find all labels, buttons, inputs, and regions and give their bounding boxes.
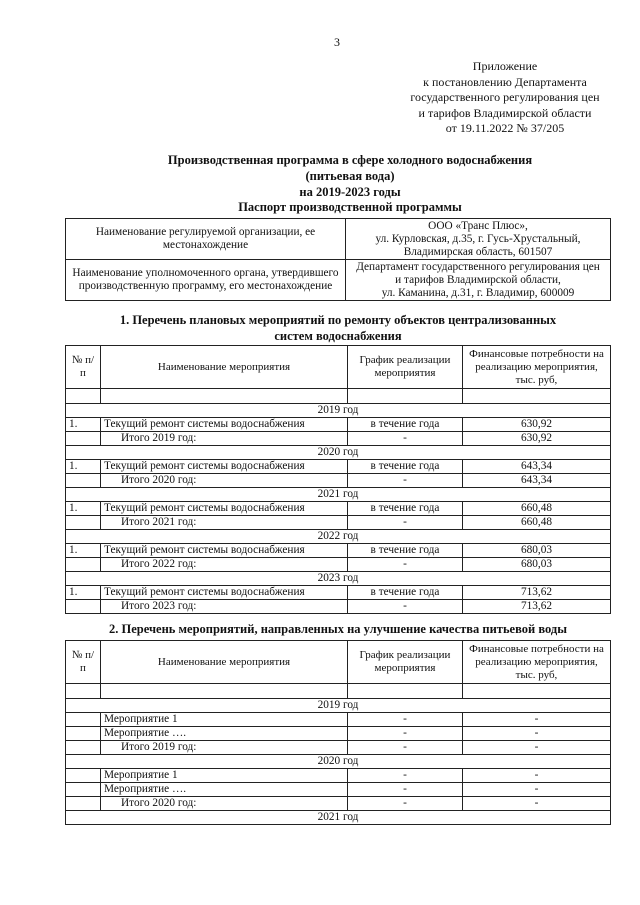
year-row — [66, 811, 611, 825]
total-row — [66, 474, 611, 488]
item-amount: 643,34 — [463, 460, 611, 474]
table-row — [66, 713, 611, 727]
water-quality-table — [65, 640, 611, 825]
item-num: 1. — [66, 460, 101, 474]
total-schedule: - — [348, 474, 463, 488]
table-row — [66, 727, 611, 741]
empty-row — [66, 684, 611, 699]
year-row — [66, 530, 611, 544]
appendix-line: от 19.11.2022 № 37/205 — [445, 121, 565, 135]
total-amount: 660,48 — [463, 516, 611, 530]
passport-value — [346, 260, 611, 301]
year-row — [66, 404, 611, 418]
passport-table — [65, 218, 611, 301]
total-amount: 630,92 — [463, 432, 611, 446]
item-name: Текущий ремонт системы водоснабжения — [101, 418, 348, 432]
total-label: Итого 2021 год: — [101, 516, 348, 530]
item-amount: 630,92 — [463, 418, 611, 432]
year-label: 2019 год — [66, 404, 611, 418]
table-row — [66, 783, 611, 797]
total-amount: - — [463, 797, 611, 811]
section2-title: 2. Перечень мероприятий, направленных на улучшение качества питьевой воды — [109, 622, 567, 636]
passport-row — [66, 260, 611, 301]
title-line: 1. Перечень плановых мероприятий по ремонту объектов централизованных — [119, 313, 557, 327]
header-name: Наименование мероприятия — [101, 346, 348, 389]
item-name: Текущий ремонт системы водоснабжения — [101, 586, 348, 600]
header-finance: Финансовые потребности на реализацию мероприятия, тыс. руб, — [463, 641, 611, 684]
item-name: Текущий ремонт системы водоснабжения — [101, 502, 348, 516]
total-row — [66, 600, 611, 614]
item-schedule: в течение года — [348, 544, 463, 558]
title-line: Производственная программа в сфере холодного водоснабжения — [167, 153, 533, 167]
header-num: № п/п — [66, 346, 101, 389]
title-line: систем водоснабжения — [274, 329, 402, 343]
item-amount: - — [463, 769, 611, 783]
value-line: ул. Каманина, д.31, г. Владимир, 600009 — [381, 286, 575, 299]
total-schedule: - — [348, 797, 463, 811]
item-num — [66, 432, 101, 446]
total-schedule: - — [348, 432, 463, 446]
total-label: Итого 2023 год: — [101, 600, 348, 614]
item-num: 1. — [66, 544, 101, 558]
table-row — [66, 586, 611, 600]
year-label: 2023 год — [66, 572, 611, 586]
section1-title — [65, 312, 611, 344]
item-name: Мероприятие …. — [101, 783, 348, 797]
item-amount: 660,48 — [463, 502, 611, 516]
item-name: Текущий ремонт системы водоснабжения — [101, 460, 348, 474]
item-schedule: - — [348, 727, 463, 741]
year-row — [66, 699, 611, 713]
appendix-line: к постановлению Департамента — [423, 74, 587, 89]
item-num — [66, 516, 101, 530]
table-header — [66, 346, 611, 389]
item-num: 1. — [66, 418, 101, 432]
header-name: Наименование мероприятия — [101, 641, 348, 684]
total-amount: 643,34 — [463, 474, 611, 488]
total-label: Итого 2022 год: — [101, 558, 348, 572]
year-label: 2021 год — [66, 488, 611, 502]
year-label: 2019 год — [66, 699, 611, 713]
total-row — [66, 516, 611, 530]
passport-row — [66, 219, 611, 260]
year-row — [66, 488, 611, 502]
year-label: 2021 год — [66, 811, 611, 825]
year-label: 2022 год — [66, 530, 611, 544]
item-name: Текущий ремонт системы водоснабжения — [101, 544, 348, 558]
item-name: Мероприятие …. — [101, 727, 348, 741]
year-row — [66, 572, 611, 586]
item-num — [66, 783, 101, 797]
item-num: 1. — [66, 586, 101, 600]
page-number: 3 — [334, 35, 340, 49]
table-row — [66, 769, 611, 783]
item-num — [66, 474, 101, 488]
value-line: ООО «Транс Плюс», — [428, 219, 528, 232]
item-amount: 713,62 — [463, 586, 611, 600]
total-schedule: - — [348, 558, 463, 572]
total-label: Итого 2020 год: — [101, 474, 348, 488]
year-row — [66, 446, 611, 460]
empty-row — [66, 389, 611, 404]
item-amount: - — [463, 783, 611, 797]
value-line: Владимирская область, 601507 — [403, 245, 553, 258]
header-num: № п/п — [66, 641, 101, 684]
total-schedule: - — [348, 741, 463, 755]
value-line: и тарифов Владимирской области, — [395, 273, 561, 286]
item-schedule: в течение года — [348, 502, 463, 516]
total-label: Итого 2019 год: — [101, 741, 348, 755]
item-amount: - — [463, 727, 611, 741]
total-amount: 680,03 — [463, 558, 611, 572]
table-row — [66, 544, 611, 558]
table-row — [66, 418, 611, 432]
item-amount: 680,03 — [463, 544, 611, 558]
appendix-block — [400, 59, 610, 137]
total-row — [66, 741, 611, 755]
total-amount: - — [463, 741, 611, 755]
header-schedule: График реализации мероприятия — [348, 346, 463, 389]
item-schedule: - — [348, 713, 463, 727]
total-row — [66, 432, 611, 446]
item-num — [66, 741, 101, 755]
table-row — [66, 502, 611, 516]
item-amount: - — [463, 713, 611, 727]
passport-label: Наименование регулируемой организации, ее местонахождение — [66, 219, 346, 260]
document-title — [80, 152, 620, 200]
appendix-line: Приложение — [472, 59, 538, 73]
item-schedule: в течение года — [348, 460, 463, 474]
total-amount: 713,62 — [463, 600, 611, 614]
item-num — [66, 769, 101, 783]
item-num — [66, 713, 101, 727]
item-num — [66, 558, 101, 572]
item-schedule: - — [348, 769, 463, 783]
item-schedule: в течение года — [348, 586, 463, 600]
repair-plan-table — [65, 345, 611, 614]
item-num: 1. — [66, 502, 101, 516]
item-num — [66, 727, 101, 741]
total-schedule: - — [348, 516, 463, 530]
item-schedule: - — [348, 783, 463, 797]
total-row — [66, 797, 611, 811]
table-header — [66, 641, 611, 684]
value-line: Департамент государственного регулирования цен — [356, 260, 600, 273]
passport-label: Наименование уполномоченного органа, утвердившего производственную программу, его местонахождение — [66, 260, 346, 301]
appendix-line: и тарифов Владимирской области — [418, 105, 592, 120]
header-schedule: График реализации мероприятия — [348, 641, 463, 684]
total-schedule: - — [348, 600, 463, 614]
total-row — [66, 558, 611, 572]
item-name: Мероприятие 1 — [101, 769, 348, 783]
total-label: Итого 2020 год: — [101, 797, 348, 811]
year-row — [66, 755, 611, 769]
item-num — [66, 600, 101, 614]
value-line: ул. Курловская, д.35, г. Гусь-Хрустальный, — [375, 232, 581, 245]
year-label: 2020 год — [66, 446, 611, 460]
item-num — [66, 797, 101, 811]
header-finance: Финансовые потребности на реализацию мероприятия, тыс. руб, — [463, 346, 611, 389]
passport-title: Паспорт производственной программы — [238, 200, 462, 214]
title-line: на 2019-2023 годы — [299, 185, 401, 199]
item-schedule: в течение года — [348, 418, 463, 432]
title-line: (питьевая вода) — [305, 169, 395, 183]
item-name: Мероприятие 1 — [101, 713, 348, 727]
passport-value — [346, 219, 611, 260]
table-row — [66, 460, 611, 474]
total-label: Итого 2019 год: — [101, 432, 348, 446]
appendix-line: государственного регулирования цен — [410, 90, 600, 104]
year-label: 2020 год — [66, 755, 611, 769]
